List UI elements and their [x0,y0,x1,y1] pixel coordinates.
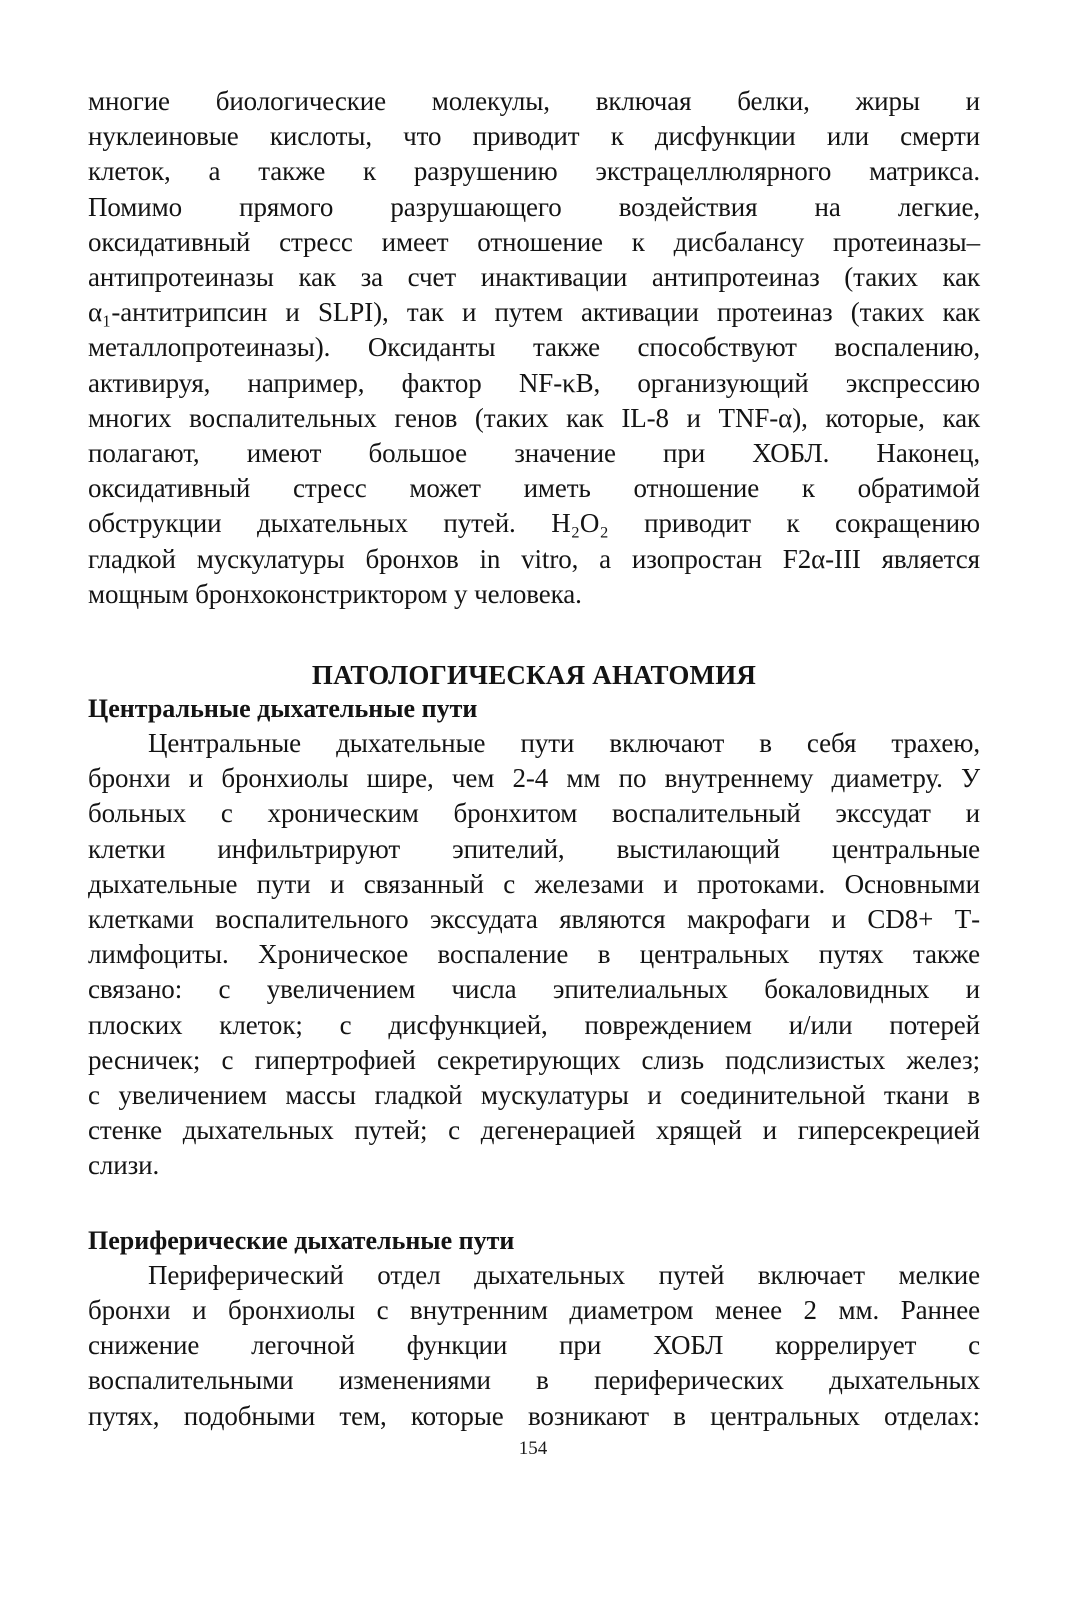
text-line: воспалительными изменениями в периферических дыхательных [88,1365,980,1396]
text-line: многих воспалительных генов (таких как IL-8 и TNF-α), которые, как [88,402,980,433]
text-line: стенке дыхательных путей; с дегенерацией хрящей и гиперсекрецией [88,1115,980,1146]
text-line: Центральные дыхательные пути включают в себя трахею, [148,728,980,759]
text-line: с увеличением массы гладкой мускулатуры и соединительной ткани в [88,1080,980,1111]
text-line: Помимо прямого разрушающего воздействия на легкие, [88,191,980,222]
subheading-central-airways: Центральные дыхательные пути [88,694,478,724]
text-line: активируя, например, фактор NF-κB, организующий экспрессию [88,367,980,398]
text-line: нуклеиновые кислоты, что приводит к дисфункции или смерти [88,121,980,152]
text-line: обструкции дыхательных путей. H₂O₂ приводит к сокращению [88,508,980,539]
paragraph-central-airways [88,726,980,1184]
text-line: α₁-антитрипсин и SLPI), так и путем активации протеиназ (таких как [88,297,980,328]
text-line: лимфоциты. Хроническое воспаление в центральных путях также [88,939,980,970]
text-line: полагают, имеют большое значение при ХОБЛ. Наконец, [88,438,980,469]
page-number: 154 [518,1438,548,1459]
text-line: дыхательные пути и связанный с железами и протоками. Основными [88,868,980,899]
text-line: клетки инфильтрируют эпителий, выстилающий центральные [88,833,980,864]
text-line: оксидативный стресс имеет отношение к дисбалансу протеиназы– [88,226,980,257]
text-line: ресничек; с гипертрофией секретирующих слизь подслизистых желез; [88,1044,980,1075]
text-line: бронхи и бронхиолы шире, чем 2-4 мм по внутреннему диаметру. У [88,763,980,794]
text-line: больных с хроническим бронхитом воспалительный экссудат и [88,798,980,829]
text-line: мощным бронхоконстриктором у человека. [88,578,582,609]
section-title: ПАТОЛОГИЧЕСКАЯ АНАТОМИЯ [311,660,757,691]
text-line: плоских клеток; с дисфункцией, повреждением и/или потерей [88,1009,980,1040]
text-line: путях, подобными тем, которые возникают в центральных отделах: [88,1400,980,1431]
text-line: антипротеиназы как за счет инактивации антипротеиназ (таких как [88,262,980,293]
text-line: гладкой мускулатуры бронхов in vitro, а изопростан F2α-III является [88,543,980,574]
paragraph-oxidative-stress [88,84,980,612]
text-line: связано: с увеличением числа эпителиальных бокаловидных и [88,974,980,1005]
text-line: бронхи и бронхиолы с внутренним диаметром менее 2 мм. Раннее [88,1294,980,1325]
text-line: слизи. [88,1150,160,1181]
text-line: Периферический отдел дыхательных путей включает мелкие [148,1259,980,1290]
text-line: многие биологические молекулы, включая белки, жиры и [88,86,980,116]
text-line: металлопротеиназы). Оксиданты также способствуют воспалению, [88,332,980,363]
paragraph-peripheral-airways [88,1258,980,1434]
text-line: клетками воспалительного экссудата являются макрофаги и CD8+ Т- [88,904,980,935]
text-line: клеток, а также к разрушению экстрацеллюлярного матрикса. [88,156,980,187]
page-content [88,84,980,1434]
subheading-peripheral-airways: Периферические дыхательные пути [88,1225,515,1255]
text-line: оксидативный стресс может иметь отношение к обратимой [88,473,980,504]
text-line: снижение легочной функции при ХОБЛ коррелирует с [88,1330,980,1361]
